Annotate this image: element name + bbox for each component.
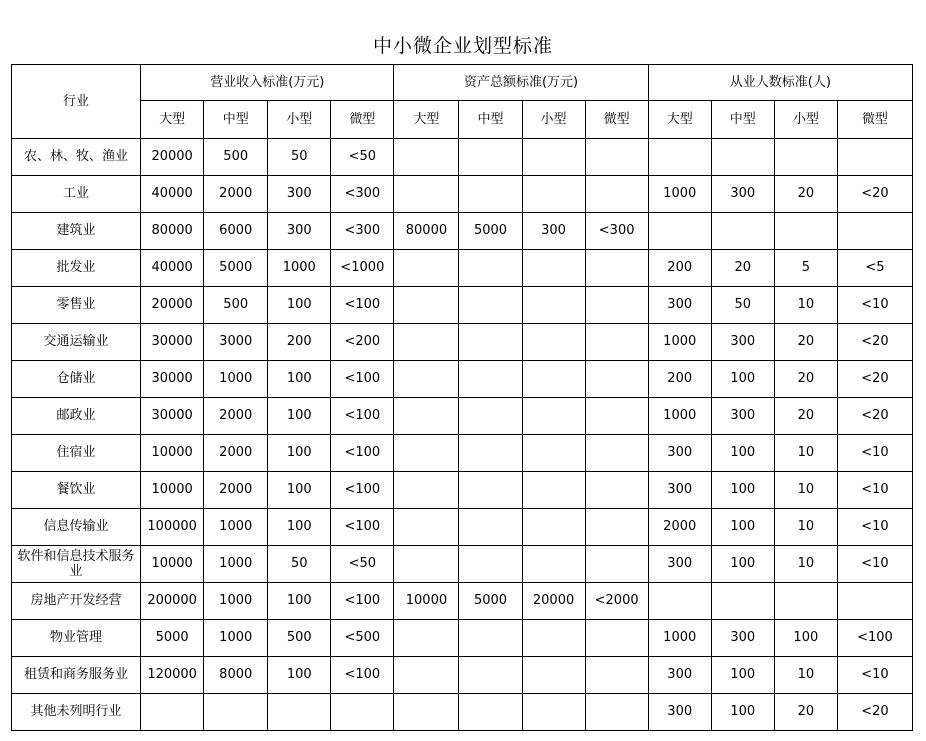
value-cell	[522, 620, 585, 657]
value-cell: <10	[837, 472, 912, 509]
value-cell: 20000	[522, 583, 585, 620]
value-cell: 500	[204, 139, 268, 176]
table-row	[12, 139, 913, 176]
industry-cell: 邮政业	[12, 398, 141, 435]
value-cell: 100	[711, 472, 774, 509]
industry-cell: 信息传输业	[12, 509, 141, 546]
value-cell	[459, 694, 522, 731]
value-cell: 300	[648, 657, 711, 694]
value-cell: <100	[331, 657, 394, 694]
value-cell: <50	[331, 546, 394, 583]
value-cell: 1000	[268, 250, 331, 287]
value-cell	[459, 176, 522, 213]
value-cell	[522, 694, 585, 731]
value-cell	[585, 287, 648, 324]
table-subheader-row	[12, 101, 913, 139]
value-cell: 6000	[204, 213, 268, 250]
assets-medium-header: 中型	[459, 101, 522, 139]
value-cell: 300	[268, 176, 331, 213]
employees-large-header: 大型	[648, 101, 711, 139]
value-cell	[522, 324, 585, 361]
value-cell	[459, 139, 522, 176]
assets-micro-header: 微型	[585, 101, 648, 139]
table-row	[12, 287, 913, 324]
value-cell: <10	[837, 435, 912, 472]
value-cell: 500	[204, 287, 268, 324]
table-row	[12, 435, 913, 472]
table-row	[12, 324, 913, 361]
value-cell: <10	[837, 287, 912, 324]
value-cell	[774, 213, 837, 250]
industry-cell: 仓储业	[12, 361, 141, 398]
value-cell: <20	[837, 176, 912, 213]
value-cell	[585, 324, 648, 361]
assets-group-header: 资产总额标准(万元)	[394, 65, 648, 101]
value-cell: 200	[648, 361, 711, 398]
value-cell: 120000	[141, 657, 204, 694]
table-row	[12, 694, 913, 731]
value-cell: <300	[331, 213, 394, 250]
table-row	[12, 250, 913, 287]
value-cell: 100	[268, 472, 331, 509]
value-cell: 1000	[648, 620, 711, 657]
value-cell: 100	[268, 287, 331, 324]
value-cell: 100	[268, 509, 331, 546]
value-cell	[394, 620, 459, 657]
value-cell	[522, 250, 585, 287]
value-cell: <20	[837, 398, 912, 435]
table-row	[12, 620, 913, 657]
value-cell: 5000	[459, 583, 522, 620]
value-cell: <100	[331, 583, 394, 620]
value-cell: 100	[711, 435, 774, 472]
value-cell: <20	[837, 324, 912, 361]
value-cell: 10	[774, 435, 837, 472]
value-cell	[774, 583, 837, 620]
value-cell	[585, 361, 648, 398]
revenue-large-header: 大型	[141, 101, 204, 139]
value-cell: 20	[711, 250, 774, 287]
value-cell: 1000	[648, 324, 711, 361]
value-cell: 1000	[204, 546, 268, 583]
value-cell: <10	[837, 509, 912, 546]
value-cell	[522, 139, 585, 176]
value-cell: 1000	[204, 509, 268, 546]
value-cell: 300	[648, 546, 711, 583]
value-cell	[394, 361, 459, 398]
industry-cell: 软件和信息技术服务业	[12, 546, 141, 583]
value-cell	[585, 657, 648, 694]
value-cell: 100000	[141, 509, 204, 546]
value-cell	[648, 583, 711, 620]
value-cell: 50	[268, 139, 331, 176]
value-cell: 5000	[141, 620, 204, 657]
value-cell: 50	[711, 287, 774, 324]
value-cell	[394, 435, 459, 472]
value-cell: 2000	[204, 472, 268, 509]
value-cell	[331, 694, 394, 731]
revenue-small-header: 小型	[268, 101, 331, 139]
industry-cell: 建筑业	[12, 213, 141, 250]
value-cell: <100	[331, 361, 394, 398]
page-title: 中小微企业划型标准	[372, 35, 553, 57]
table-row	[12, 509, 913, 546]
value-cell: 30000	[141, 361, 204, 398]
value-cell: 10000	[394, 583, 459, 620]
value-cell: 3000	[204, 324, 268, 361]
value-cell	[522, 509, 585, 546]
industry-cell: 住宿业	[12, 435, 141, 472]
value-cell: <10	[837, 657, 912, 694]
table-row	[12, 546, 913, 583]
value-cell	[648, 139, 711, 176]
value-cell	[648, 213, 711, 250]
value-cell	[394, 472, 459, 509]
value-cell	[459, 250, 522, 287]
value-cell: 100	[268, 583, 331, 620]
value-cell: 200	[648, 250, 711, 287]
value-cell: 10000	[141, 435, 204, 472]
value-cell	[774, 139, 837, 176]
value-cell: <200	[331, 324, 394, 361]
value-cell: 20000	[141, 139, 204, 176]
industry-cell: 物业管理	[12, 620, 141, 657]
value-cell: 200000	[141, 583, 204, 620]
value-cell: 100	[268, 435, 331, 472]
value-cell	[459, 472, 522, 509]
value-cell: 20	[774, 361, 837, 398]
value-cell: 1000	[204, 361, 268, 398]
value-cell	[522, 546, 585, 583]
value-cell: 50	[268, 546, 331, 583]
industry-cell: 餐饮业	[12, 472, 141, 509]
value-cell	[394, 176, 459, 213]
table-body	[12, 139, 913, 731]
value-cell: 2000	[648, 509, 711, 546]
value-cell: 100	[268, 361, 331, 398]
value-cell: <100	[331, 472, 394, 509]
value-cell: 80000	[394, 213, 459, 250]
value-cell	[585, 546, 648, 583]
value-cell: 10	[774, 546, 837, 583]
industry-cell: 房地产开发经营	[12, 583, 141, 620]
value-cell: <100	[331, 398, 394, 435]
value-cell: 10	[774, 509, 837, 546]
table-row	[12, 176, 913, 213]
value-cell: 300	[711, 324, 774, 361]
revenue-medium-header: 中型	[204, 101, 268, 139]
value-cell: <50	[331, 139, 394, 176]
value-cell	[522, 435, 585, 472]
value-cell: 8000	[204, 657, 268, 694]
value-cell: 200	[268, 324, 331, 361]
value-cell	[585, 472, 648, 509]
industry-cell: 工业	[12, 176, 141, 213]
value-cell: <5	[837, 250, 912, 287]
value-cell: 10000	[141, 472, 204, 509]
value-cell: 1000	[648, 176, 711, 213]
industry-cell: 农、林、牧、渔业	[12, 139, 141, 176]
value-cell	[204, 694, 268, 731]
value-cell	[522, 287, 585, 324]
value-cell: 300	[711, 176, 774, 213]
value-cell	[522, 398, 585, 435]
value-cell	[394, 250, 459, 287]
value-cell	[459, 509, 522, 546]
value-cell	[459, 361, 522, 398]
table-row	[12, 583, 913, 620]
value-cell: 20	[774, 324, 837, 361]
value-cell	[522, 176, 585, 213]
value-cell: 20	[774, 176, 837, 213]
value-cell: 100	[711, 694, 774, 731]
value-cell: 100	[774, 620, 837, 657]
value-cell	[585, 139, 648, 176]
value-cell	[585, 694, 648, 731]
industry-cell: 交通运输业	[12, 324, 141, 361]
table-row	[12, 472, 913, 509]
assets-large-header: 大型	[394, 101, 459, 139]
value-cell: 1000	[204, 620, 268, 657]
value-cell: <1000	[331, 250, 394, 287]
value-cell	[711, 583, 774, 620]
table-row	[12, 398, 913, 435]
table-group-header-row	[12, 65, 913, 101]
value-cell	[585, 620, 648, 657]
value-cell: 5000	[459, 213, 522, 250]
value-cell	[585, 435, 648, 472]
assets-small-header: 小型	[522, 101, 585, 139]
value-cell: 2000	[204, 176, 268, 213]
value-cell	[585, 250, 648, 287]
value-cell: 30000	[141, 398, 204, 435]
industry-cell: 批发业	[12, 250, 141, 287]
value-cell	[522, 472, 585, 509]
value-cell: 100	[711, 509, 774, 546]
value-cell	[459, 546, 522, 583]
value-cell	[459, 657, 522, 694]
value-cell: 10	[774, 472, 837, 509]
value-cell: 10000	[141, 546, 204, 583]
value-cell: 80000	[141, 213, 204, 250]
value-cell: 300	[522, 213, 585, 250]
value-cell: 10	[774, 657, 837, 694]
value-cell: <10	[837, 546, 912, 583]
revenue-micro-header: 微型	[331, 101, 394, 139]
value-cell: 300	[648, 435, 711, 472]
value-cell: 20	[774, 398, 837, 435]
value-cell	[522, 657, 585, 694]
value-cell: 100	[268, 398, 331, 435]
industry-cell: 零售业	[12, 287, 141, 324]
value-cell	[522, 361, 585, 398]
value-cell: 5	[774, 250, 837, 287]
value-cell: 300	[711, 398, 774, 435]
value-cell: 500	[268, 620, 331, 657]
value-cell: 300	[648, 287, 711, 324]
table-row	[12, 361, 913, 398]
value-cell: <20	[837, 361, 912, 398]
value-cell	[711, 213, 774, 250]
value-cell: <100	[331, 287, 394, 324]
value-cell: 300	[711, 620, 774, 657]
value-cell	[837, 139, 912, 176]
table-row	[12, 213, 913, 250]
value-cell	[459, 324, 522, 361]
value-cell	[394, 657, 459, 694]
value-cell: <300	[585, 213, 648, 250]
value-cell	[394, 398, 459, 435]
value-cell	[585, 176, 648, 213]
value-cell: <300	[331, 176, 394, 213]
value-cell: <100	[331, 435, 394, 472]
classification-table	[11, 64, 913, 731]
value-cell	[837, 583, 912, 620]
value-cell: 100	[268, 657, 331, 694]
value-cell: <100	[837, 620, 912, 657]
value-cell	[459, 398, 522, 435]
value-cell: 30000	[141, 324, 204, 361]
value-cell	[394, 287, 459, 324]
value-cell: 2000	[204, 398, 268, 435]
value-cell	[585, 398, 648, 435]
value-cell: 300	[268, 213, 331, 250]
value-cell	[459, 435, 522, 472]
value-cell: 1000	[204, 583, 268, 620]
value-cell: 100	[711, 657, 774, 694]
value-cell	[459, 620, 522, 657]
value-cell	[268, 694, 331, 731]
value-cell	[585, 509, 648, 546]
value-cell: 40000	[141, 250, 204, 287]
value-cell	[711, 139, 774, 176]
value-cell	[837, 213, 912, 250]
revenue-group-header: 营业收入标准(万元)	[141, 65, 394, 101]
value-cell: 20000	[141, 287, 204, 324]
employees-medium-header: 中型	[711, 101, 774, 139]
value-cell	[459, 287, 522, 324]
value-cell: 20	[774, 694, 837, 731]
value-cell	[141, 694, 204, 731]
value-cell	[394, 324, 459, 361]
value-cell	[394, 139, 459, 176]
value-cell	[394, 546, 459, 583]
value-cell	[394, 509, 459, 546]
value-cell: 40000	[141, 176, 204, 213]
value-cell: <2000	[585, 583, 648, 620]
employees-micro-header: 微型	[837, 101, 912, 139]
industry-column-header: 行业	[12, 65, 141, 139]
value-cell: 100	[711, 546, 774, 583]
industry-cell: 其他未列明行业	[12, 694, 141, 731]
employees-small-header: 小型	[774, 101, 837, 139]
value-cell: <20	[837, 694, 912, 731]
value-cell: 1000	[648, 398, 711, 435]
value-cell: <500	[331, 620, 394, 657]
value-cell: 2000	[204, 435, 268, 472]
employees-group-header: 从业人数标准(人)	[648, 65, 912, 101]
value-cell: 5000	[204, 250, 268, 287]
value-cell: 300	[648, 694, 711, 731]
industry-cell: 租赁和商务服务业	[12, 657, 141, 694]
table-row	[12, 657, 913, 694]
value-cell: <100	[331, 509, 394, 546]
value-cell: 10	[774, 287, 837, 324]
value-cell: 300	[648, 472, 711, 509]
value-cell: 100	[711, 361, 774, 398]
value-cell	[394, 694, 459, 731]
